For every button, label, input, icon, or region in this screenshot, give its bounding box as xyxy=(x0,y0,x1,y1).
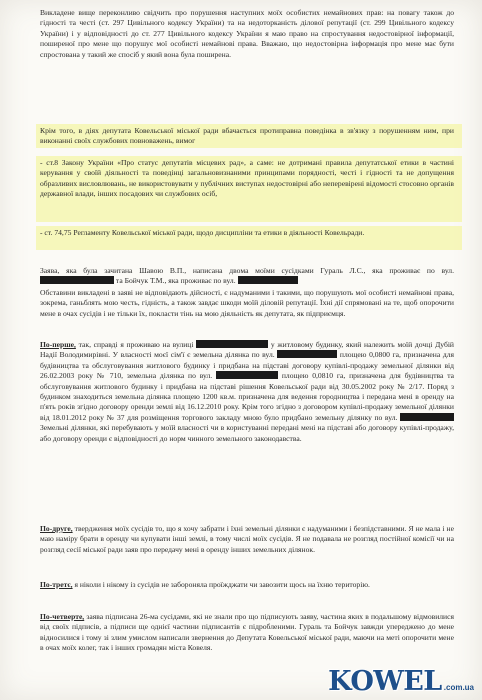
first-part-d: площею 0,0810 га, призначена для будівництва та обслуговування житлового будинку і придбана на підставі рішення Ковельської ради від 30.05.2002 року № 2/17. Поряд з будинком знаходиться земельна ділянка площею 1200 кв.м. призначена для ведення городництва і передана мені в оренду на п'ять років згідно договору оренди землі від 16.12.2010 року. Крім того згідно з договором купівлі-продажу земельної ділянки від 18.01.2012 року № 37 для розміщення торгового закладу мною було придбано земельну ділянку по вул. xyxy=(40,371,454,422)
paragraph-third xyxy=(40,580,454,590)
redaction-block xyxy=(216,371,278,379)
redaction-block xyxy=(196,340,268,348)
fourth-text: заява підписана 26-ма сусідами, які не знали про що підписують заяву, частина яких в подальшому відмовилися від своїх підписів, а підписи ще однієї частини підписантів є підробленими. Гураль та Бойчук завжди упереджено до мене відносилися і тому зі злим умислом написали звернення до Депутата Ковельської міської ради, маючи на меті опорочити мене в очах моїх колег, так і інших громадян міста Ковеля. xyxy=(40,612,454,653)
paragraph-rights: Викладене вище переконливо свідчить про порушення наступних моїх особистих немайнових прав: на повагу також до гідності та честі (ст. 297 Цивільного кодексу України) та на недоторканість ділової репутації (ст. 299 Цивільного кодексу України) і у відповідності до ст. 277 Цивільного кодексу України я маю право на спростування недостовірної інформації, поширеної про мене що порушує мої особисті немайнові права. Вважаю, що недостовірна інформація про мене має бути спростована у такий же спосіб у який вона була поширена. xyxy=(40,8,454,59)
first-part-b: у житловому будинку, який належить моїй дочці Дубій Надії Володимирівні. У власності моєї сім'ї є земельна ділянка по вул. xyxy=(40,340,454,360)
paragraph-fourth xyxy=(40,612,454,654)
redaction-block xyxy=(40,276,114,284)
first-lead: По-перше, xyxy=(40,340,76,349)
paragraph-circumstances: Обставини викладені в заяві не відповідають дійсності, є надуманими і такими, що порушують мої особисті немайнові права, зокрема, ганьблять мою честь, гідність, а також завдає шкоди моїй діловій репутації. Їхні дії спрямовані на те, щоб опорочити мене в очах сусідів і не тільки їх, покласти тінь на мою діяльність як депутата, як підприємця. xyxy=(40,288,454,318)
second-lead: По-друге, xyxy=(40,524,73,533)
paragraph-regulation-74-75: - ст. 74,75 Регламенту Ковельської міської ради, щодо дисципліни та етики в діяльності Ковельради. xyxy=(40,228,365,237)
redaction-block xyxy=(400,413,454,421)
paragraph-second xyxy=(40,524,454,555)
watermark-brand: KOWEL xyxy=(328,666,442,697)
statement-part-a: Заява, яка була зачитана Шавою В.П., написана двома моїми сусідками Гураль Л.С., яка проживає по вул. xyxy=(40,266,454,275)
paragraph-law-article-8: - ст.8 Закону України «Про статус депутатів місцевих рад», а саме: не дотримані правила депутатської етики в частині керування у своїй діяльності та поведінці загальновизнаними принципами порядності, честі і гідності та не допущення образливих висловлювань, не використовувати у публічних виступах недостовірні або неперевірені відомості стосовно органів державної влади, інших посадових чи службових осіб, xyxy=(40,158,454,199)
second-text: твердження моїх сусідів то, що я хочу забрати і їхні земельні ділянки є надуманими і безпідставними. Я не мала і не маю наміру брати в оренду чи купувати інші землі, в тому числі моїх сусідів. Я не подавала не розгляд постійної комісії чи на розгляд сесії міської ради заяв про передачу мені в оренду інших земельних ділянок. xyxy=(40,524,454,554)
statement-part-b: та Бойчук Т.М., яка проживає по вул. xyxy=(115,276,236,286)
kowel-watermark xyxy=(324,664,474,696)
paragraph-deputy-behavior: Крім того, в діях депутата Ковельської міської ради вбачається протиправна поведінка в зв'язку з порушенням ним, при виконанні своїх службових повноважень, вимог xyxy=(40,126,454,146)
first-part-a: так, справді я проживаю на вулиці xyxy=(78,340,194,349)
first-part-c: площею 0,0800 га, призначена для будівництва та обслуговування житлового будинку і придбана на підставі договору купівлі-продажу земельної ділянки від 26.02.2003 року № 710, земельна ділянка по вул. xyxy=(40,350,454,381)
paragraph-statement xyxy=(40,266,454,287)
watermark-domain: .com.ua xyxy=(443,683,474,692)
first-part-e: Земельні ділянки, які перебувають у моїй власності чи в користуванні передані мені на підставі або договору купівлі-продажу, або договору оренди є відповідності до норм чинного земельного законодавства. xyxy=(40,423,454,443)
redaction-block xyxy=(238,276,298,284)
fourth-lead: По-четверте, xyxy=(40,612,85,621)
third-text: я ніколи і нікому із сусідів не забороняла проїжджати чи завозити щось на їхню територію. xyxy=(74,580,370,589)
paragraph-first xyxy=(40,340,454,444)
third-lead: По-третє, xyxy=(40,580,73,589)
redaction-block xyxy=(277,350,337,358)
